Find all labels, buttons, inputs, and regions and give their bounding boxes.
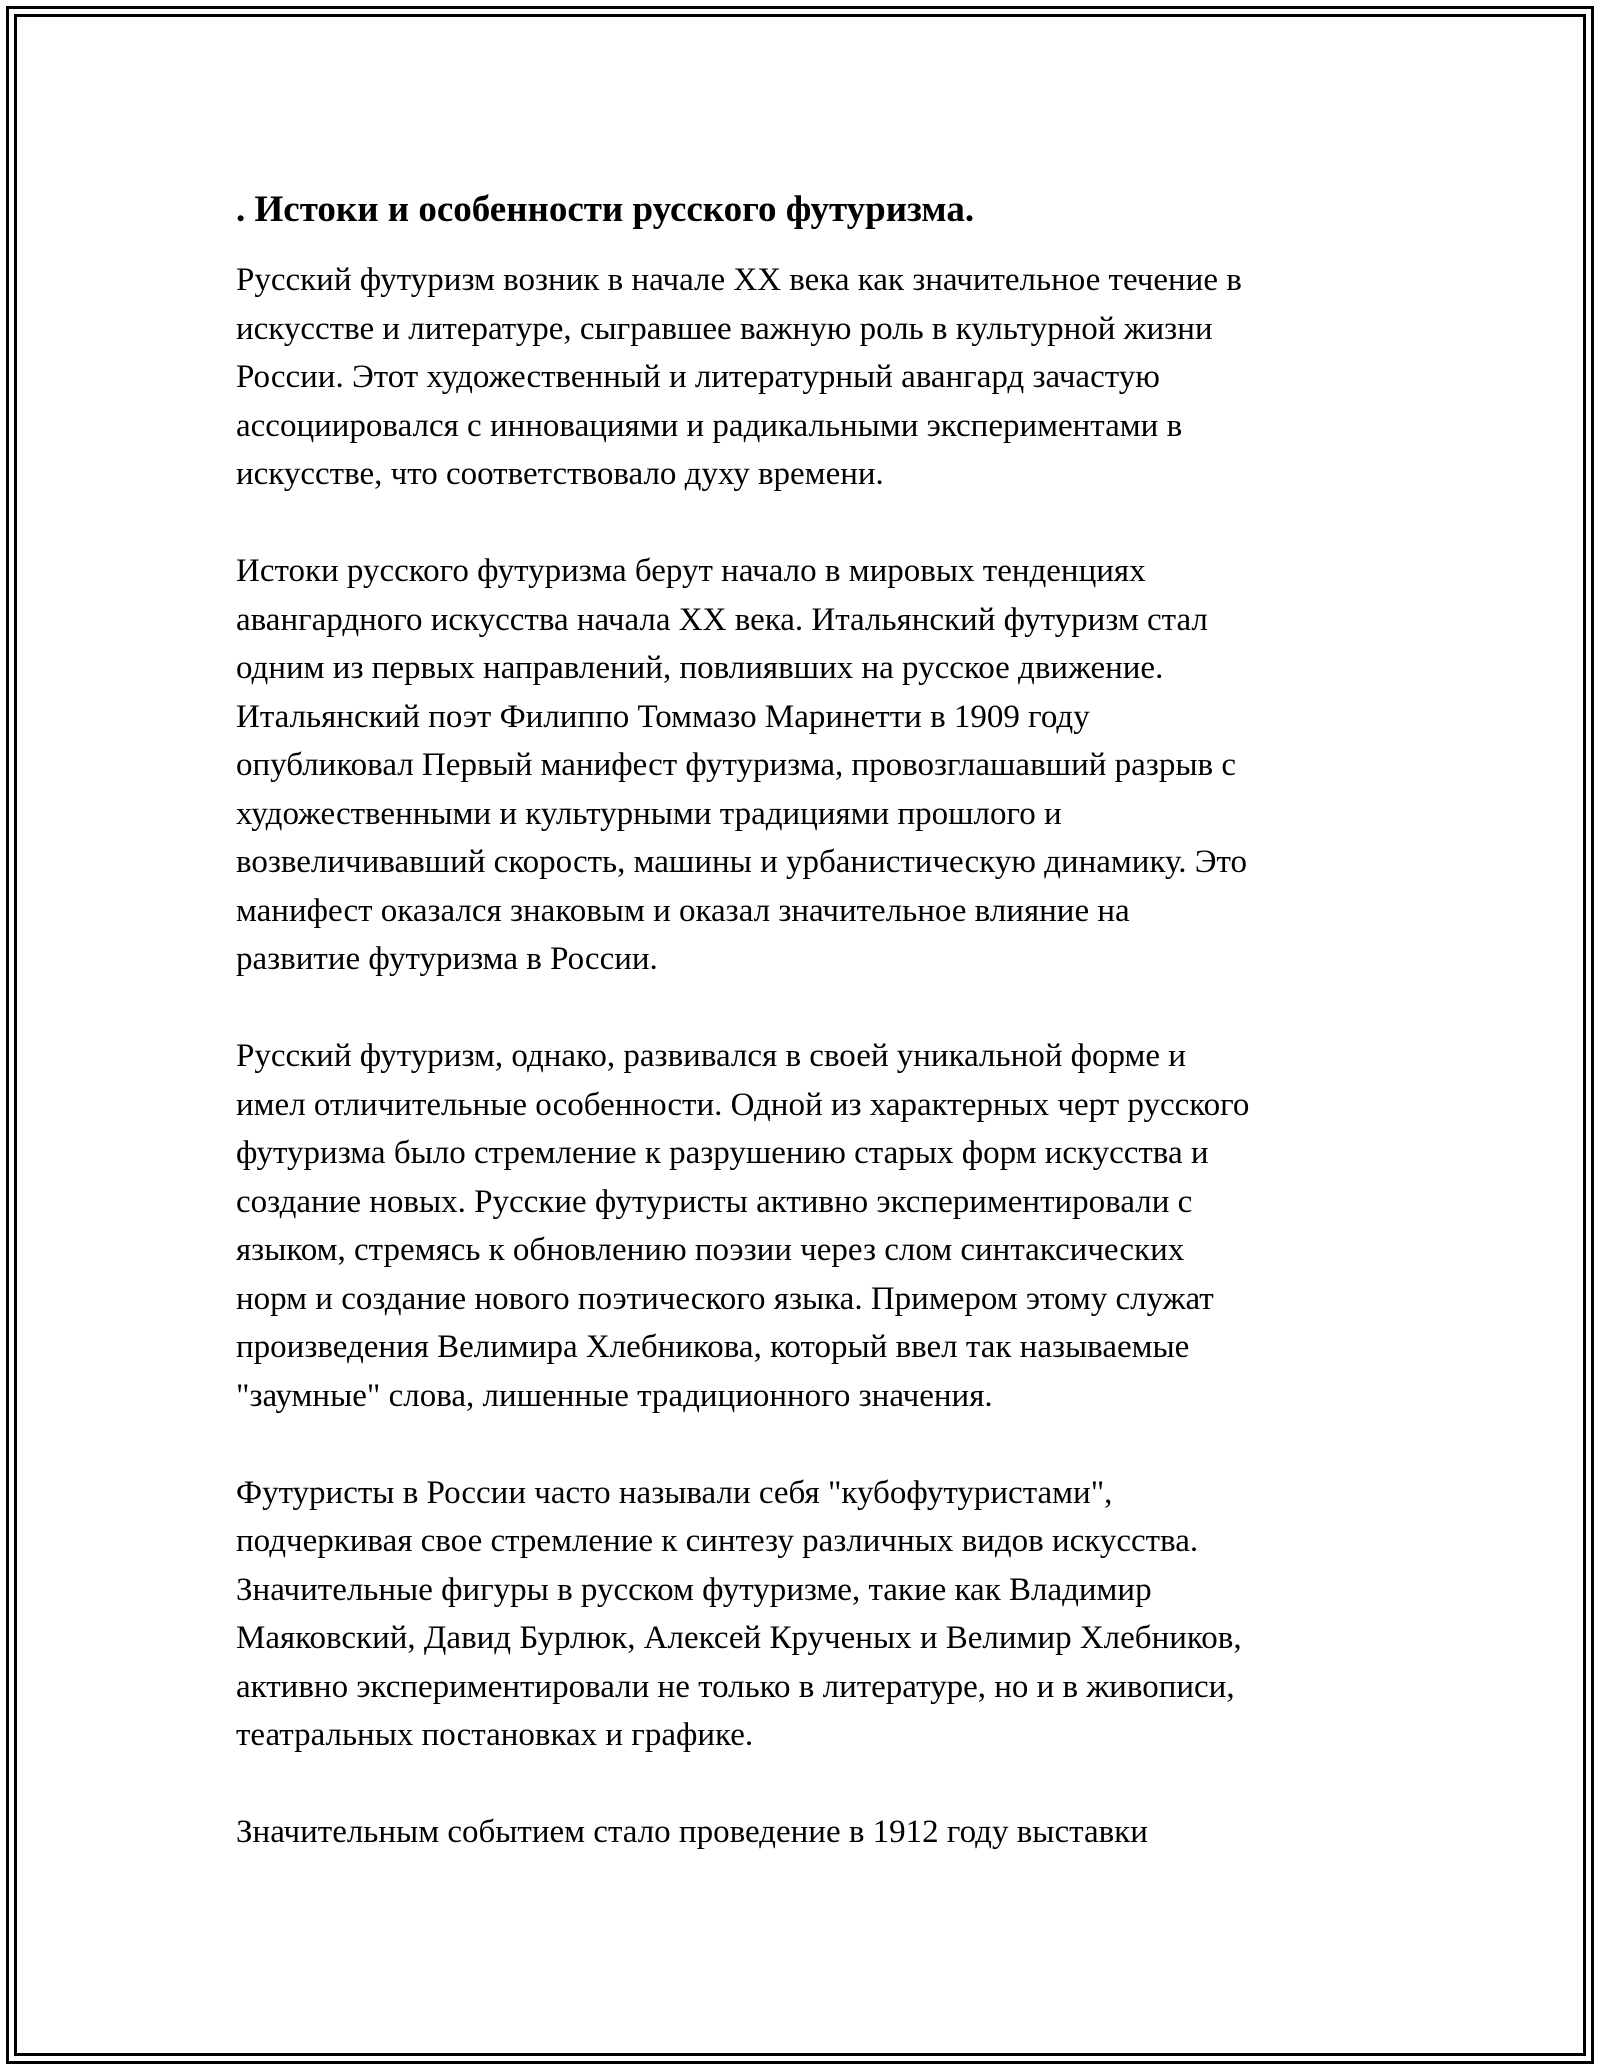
text-line: манифест оказался знаковым и оказал значительное влияние на: [236, 892, 1130, 929]
text-line: России. Этот художественный и литературный авангард зачастую: [236, 359, 1160, 395]
paragraph-5: [236, 1808, 1386, 1857]
text-line: подчеркивая свое стремление к синтезу различных видов искусства.: [236, 1523, 1199, 1559]
paragraph-gap: [236, 1420, 1386, 1469]
text-line: языком, стремясь к обновлению поэзии через слом синтаксических: [236, 1232, 1185, 1268]
text-line: искусстве и литературе, сыгравшее важную роль в культурной жизни: [236, 310, 1213, 347]
text-line: развитие футуризма в России.: [236, 941, 658, 977]
text-line: "заумные" слова, лишенные традиционного значения.: [236, 1377, 993, 1414]
text-line: ассоциировался с инновациями и радикальными экспериментами в: [236, 407, 1183, 444]
document-body: [236, 186, 1386, 1857]
text-line: активно экспериментировали не только в литературе, но и в живописи,: [236, 1668, 1235, 1705]
text-line: авангардного искусства начала XX века. Итальянский футуризм стал: [236, 601, 1208, 638]
text-line: опубликовал Первый манифест футуризма, провозглашавший разрыв с: [236, 747, 1236, 783]
text-line: Футуристы в России часто называли себя "кубофутуристами",: [236, 1474, 1113, 1511]
text-line: одним из первых направлений, повлиявших на русское движение.: [236, 650, 1164, 686]
text-line: футуризма было стремление к разрушению старых форм искусства и: [236, 1135, 1209, 1171]
text-line: Русский футуризм, однако, развивался в своей уникальной форме и: [236, 1038, 1186, 1074]
text-line: Значительные фигуры в русском футуризме, такие как Владимир: [236, 1571, 1152, 1608]
text-line: возвеличивавший скорость, машины и урбанистическую динамику. Это: [236, 844, 1247, 880]
text-line: Истоки русского футуризма берут начало в мировых тенденциях: [236, 553, 1146, 589]
text-line: Маяковский, Давид Бурлюк, Алексей Крученых и Велимир Хлебников,: [236, 1620, 1242, 1656]
text-line: произведения Велимира Хлебникова, который ввел так называемые: [236, 1329, 1190, 1365]
text-line: театральных постановках и графике.: [236, 1717, 754, 1753]
text-line: имел отличительные особенности. Одной из характерных черт русского: [236, 1086, 1250, 1123]
text-line: Русский футуризм возник в начале XX века как значительное течение в: [236, 262, 1242, 298]
paragraph-gap: [236, 1760, 1386, 1809]
text-line: художественными и культурными традициями прошлого и: [236, 795, 1062, 832]
text-line: Значительным событием стало проведение в 1912 году выставки: [236, 1814, 1148, 1850]
paragraph-gap: [236, 499, 1386, 548]
section-heading: . Истоки и особенности русского футуризма.: [236, 189, 975, 230]
text-line: норм и создание нового поэтического языка. Примером этому служат: [236, 1280, 1214, 1317]
text-line: искусстве, что соответствовало духу времени.: [236, 456, 884, 492]
paragraph-4: [236, 1469, 1386, 1760]
paragraph-gap: [236, 984, 1386, 1033]
text-line: Итальянский поэт Филиппо Томмазо Маринетти в 1909 году: [236, 698, 1090, 735]
paragraph-3: [236, 1032, 1386, 1420]
text-line: создание новых. Русские футуристы активно экспериментировали с: [236, 1183, 1193, 1220]
paragraph-1: [236, 256, 1386, 499]
paragraph-2: [236, 547, 1386, 984]
